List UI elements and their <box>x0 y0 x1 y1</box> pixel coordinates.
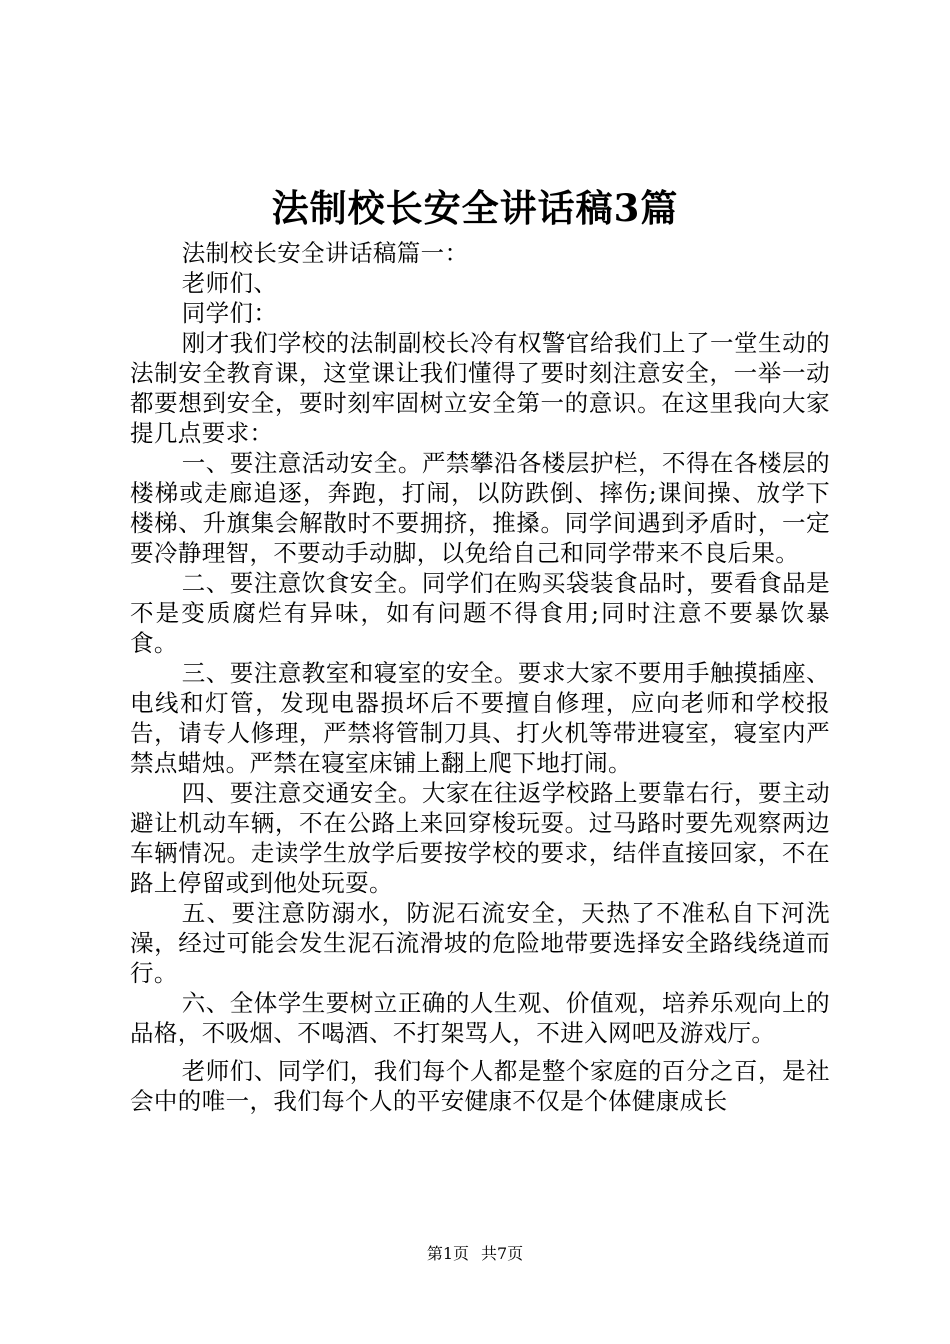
paragraph: 五、要注意防溺水，防泥石流安全，天热了不准私自下河洗澡，经过可能会发生泥石流滑坡的危险地带要选择安全路线绕道而行。 <box>130 899 830 987</box>
paragraph: 六、全体学生要树立正确的人生观、价值观，培养乐观向上的品格，不吸烟、不喝酒、不打架骂人，不进入网吧及游戏厅。 <box>130 989 830 1047</box>
paragraph: 刚才我们学校的法制副校长冷有权警官给我们上了一堂生动的法制安全教育课，这堂课让我们懂得了要时刻注意安全，一举一动都要想到安全，要时刻牢固树立安全第一的意识。在这里我向大家提几点要求： <box>130 329 830 447</box>
paragraph: 二、要注意饮食安全。同学们在购买袋装食品时，要看食品是不是变质腐烂有异味，如有问题不得食用;同时注意不要暴饮暴食。 <box>130 569 830 657</box>
paragraph: 老师们、 <box>181 269 278 297</box>
page-total: 共7页 <box>481 1244 524 1263</box>
paragraph: 同学们： <box>181 299 278 327</box>
paragraph: 一、要注意活动安全。严禁攀沿各楼层护栏，不得在各楼层的楼梯或走廊追逐，奔跑，打闹，以防跌倒、摔伤;课间操、放学下楼梯、升旗集会解散时不要拥挤，推搡。同学间遇到矛盾时，一定要冷静理智，不要动手动脚，以免给自己和同学带来不良后果。 <box>130 449 830 567</box>
paragraph: 法制校长安全讲话稿篇一： <box>181 239 469 267</box>
paragraph: 三、要注意教室和寝室的安全。要求大家不要用手触摸插座、电线和灯管，发现电器损坏后不要擅自修理，应向老师和学校报告，请专人修理，严禁将管制刀具、打火机等带进寝室，寝室内严禁点蜡烛。严禁在寝室床铺上翻上爬下地打闹。 <box>130 659 830 777</box>
paragraph: 四、要注意交通安全。大家在往返学校路上要靠右行，要主动避让机动车辆，不在公路上来回穿梭玩耍。过马路时要先观察两边车辆情况。走读学生放学后要按学校的要求，结伴直接回家，不在路上停留或到他处玩耍。 <box>130 779 830 897</box>
page-footer <box>0 1242 950 1266</box>
document-title: 法制校长安全讲话稿3篇 <box>271 186 679 230</box>
paragraph: 老师们、同学们，我们每个人都是整个家庭的百分之百，是社会中的唯一，我们每个人的平安健康不仅是个体健康成长 <box>130 1057 830 1115</box>
page-number: 第1页 <box>426 1244 469 1263</box>
document-body <box>130 238 830 1116</box>
